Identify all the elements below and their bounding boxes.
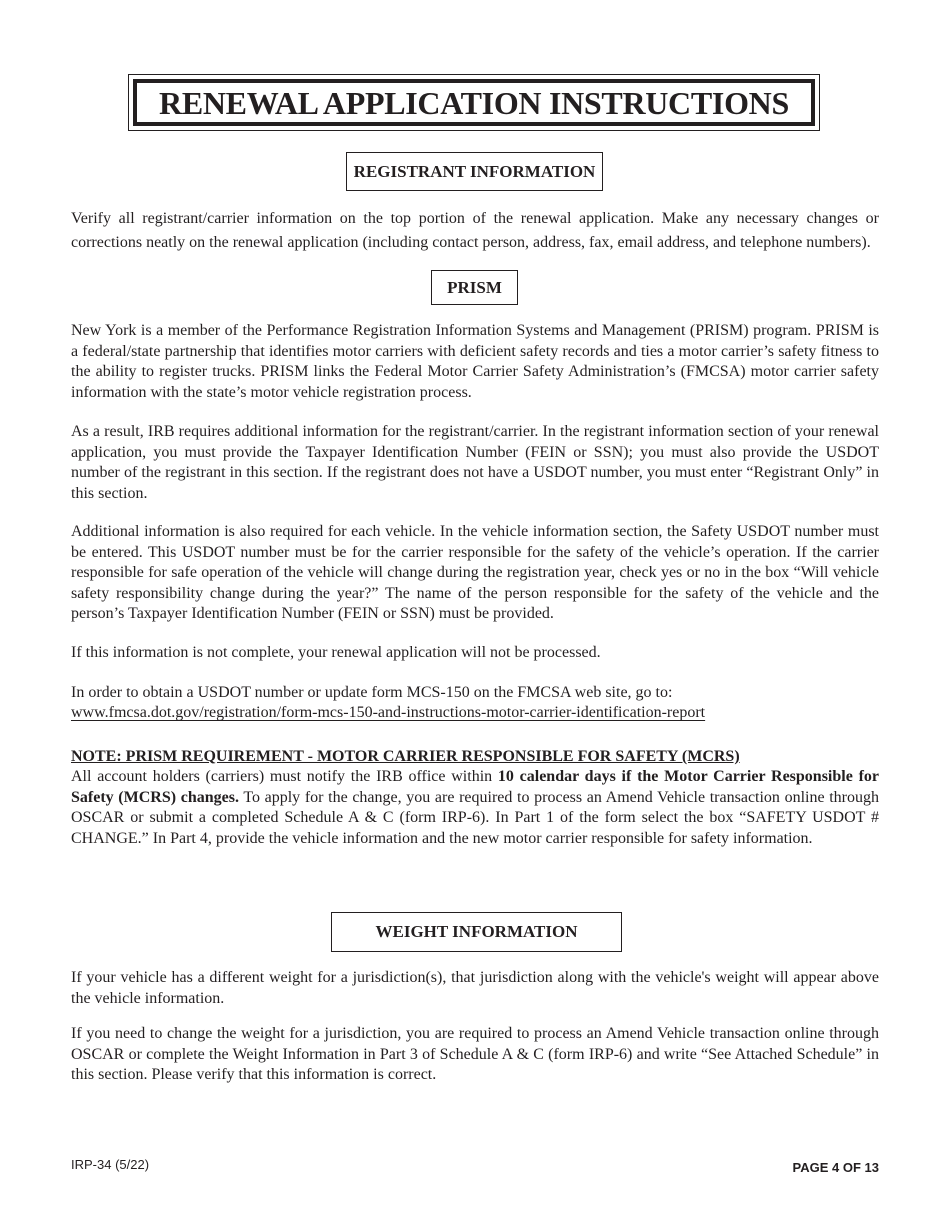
prism-paragraph-5: In order to obtain a USDOT number or update form MCS-150 on the FMCSA web site, go to:: [71, 684, 673, 701]
registrant-information-heading: REGISTRANT INFORMATION: [346, 152, 603, 191]
prism-paragraph-1: New York is a member of the Performance Registration Information Systems and Management (PRISM) program. PRISM is a federal/state partnership that identifies motor carriers with deficient safety records and ties a motor carrier’s safety fitness to the ability to register trucks. PRISM links the Federal Motor Carrier Safety Administration’s (FMCSA) motor carrier safety information with the state’s motor vehicle registration process.: [71, 322, 879, 401]
weight-paragraph-1: If your vehicle has a different weight for a jurisdiction(s), that jurisdiction along with the vehicle's weight will appear above the vehicle information.: [71, 969, 879, 1007]
prism-paragraph-2: As a result, IRB requires additional information for the registrant/carrier. In the registrant information section of your renewal application, you must provide the Taxpayer Identification Number (FEIN or SSN); you must also provide the USDOT number of the registrant in this section. If the registrant does not have a USDOT number, you must enter “Registrant Only” in this section.: [71, 423, 879, 502]
page-number: PAGE 4 OF 13: [792, 1160, 879, 1175]
prism-heading: PRISM: [431, 270, 518, 305]
weight-paragraph-2: If you need to change the weight for a jurisdiction, you are required to process an Amend Vehicle transaction online through OSCAR or complete the Weight Information in Part 3 of Schedule A & C (form IRP-6) and write “See Attached Schedule” in this section. Please verify that this information is correct.: [71, 1025, 879, 1083]
prism-paragraph-4: If this information is not complete, your renewal application will not be processed.: [71, 644, 601, 661]
mcrs-note-heading: NOTE: PRISM REQUIREMENT - MOTOR CARRIER RESPONSIBLE FOR SAFETY (MCRS): [71, 748, 740, 765]
form-id: IRP-34 (5/22): [71, 1157, 150, 1172]
mcrs-note-bold-text: 10 calendar days if the Motor Carrier Responsible for Safety (MCRS) changes.: [71, 768, 879, 806]
title-inner-frame: [133, 79, 815, 126]
weight-information-heading: WEIGHT INFORMATION: [331, 912, 622, 952]
page-title: RENEWAL APPLICATION INSTRUCTIONS: [159, 84, 789, 121]
registrant-paragraph: Verify all registrant/carrier information on the top portion of the renewal application. Make any necessary changes or corrections neatly on the renewal application (including contact person, address, fax, email address, and telephone numbers).: [71, 210, 879, 251]
mcrs-note-paragraph: [71, 767, 879, 849]
fmcsa-link[interactable]: www.fmcsa.dot.gov/registration/form-mcs-150-and-instructions-motor-carrier-identification-report: [71, 704, 706, 721]
title-frame: [128, 74, 820, 131]
mcrs-note-text-b: To apply for the change, you are required to process an Amend Vehicle transaction online through OSCAR or submit a completed Schedule A & C (form IRP-6). In Part 1 of the form select the box “SAFETY USDOT # CHANGE.” In Part 4, provide the vehicle information and the new motor carrier responsible for safety information.: [71, 788, 879, 847]
prism-paragraph-3: Additional information is also required for each vehicle. In the vehicle information section, the Safety USDOT number must be entered. This USDOT number must be for the carrier responsible for the safety of the vehicle’s operation. If the carrier responsible for safe operation of the vehicle will change during the registration year, check yes or no in the box “Will vehicle safety responsibility change during the year?” The name of the person responsible for the safety of the vehicle and the person’s Taxpayer Identification Number (FEIN or SSN) must be provided.: [71, 523, 879, 622]
mcrs-note-text-a: All account holders (carriers) must notify the IRB office within: [71, 768, 498, 785]
